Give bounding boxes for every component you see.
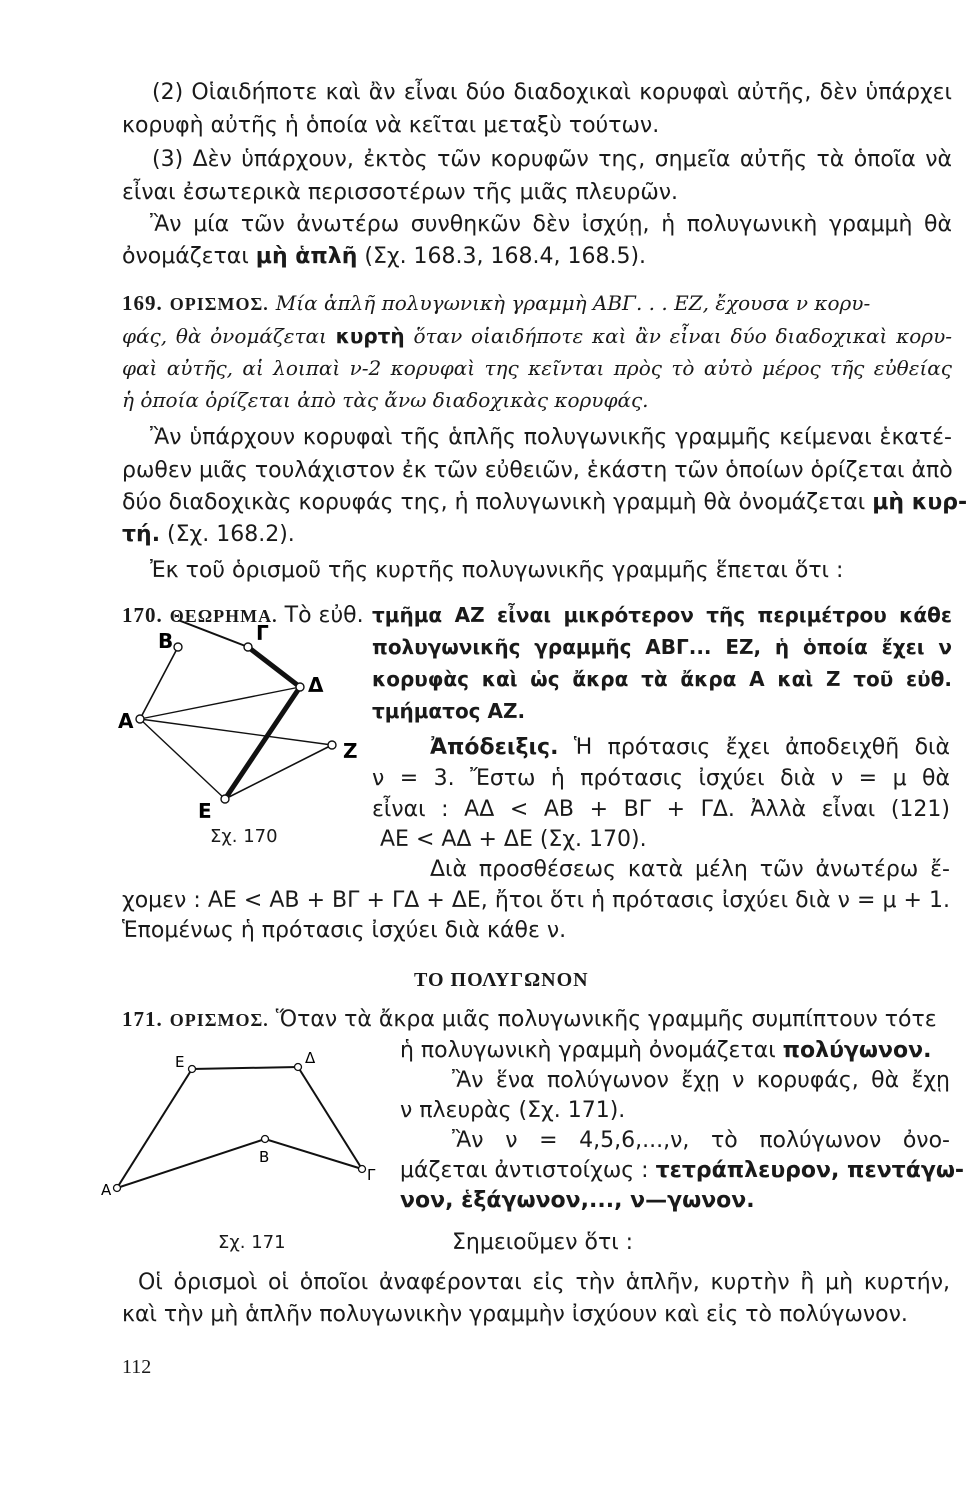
- para2-line2: ρωθεν μιᾶς τουλάχιστον ἐκ τῶν εὐθειῶν, ἑκάστη τῶν ὁποίων ὁρίζεται ἀπὸ: [122, 458, 953, 483]
- proof170-line1: Ἀπόδειξις. Ἡ πρότασις ἔχει ἀποδειχθῆ διὰ: [430, 735, 950, 760]
- theorem170-line1: 170. ΘΕΩΡΗΜΑ. Τὸ εὐθ.: [122, 603, 364, 628]
- figure-170: [110, 620, 380, 850]
- proof170-line4: ΑΕ < ΑΔ + ΔΕ (Σχ. 170).: [380, 827, 647, 852]
- def169-label: ΟΡΙΣΜΟΣ.: [169, 294, 269, 314]
- vertex-D: [296, 683, 304, 691]
- label-A: Α: [118, 709, 134, 733]
- fig170-caption: Σχ. 170: [210, 826, 278, 847]
- def171-number: 171.: [122, 1007, 163, 1031]
- para2-line3: δύο διαδοχικὰς κορυφάς της, ἡ πολυγωνικὴ γραμμὴ θὰ ὀνομάζεται μὴ κυρ-: [122, 490, 968, 515]
- label-G-171: Γ: [367, 1166, 376, 1184]
- label-D-171: Δ: [305, 1049, 316, 1067]
- fig171-caption: Σχ. 171: [218, 1232, 286, 1253]
- proof170-line5: Διὰ προσθέσεως κατὰ μέλη τῶν ἀνωτέρω ἔ-: [430, 857, 950, 882]
- closing-line1: Οἱ ὁρισμοὶ οἱ ὁποῖοι ἀναφέρονται εἰς τὴν ἁπλῆν, κυρτὴν ἢ μὴ κυρτήν,: [138, 1270, 950, 1295]
- def171-label: ΟΡΙΣΜΟΣ.: [169, 1010, 269, 1030]
- theorem170-text-1: τμῆμα ΑΖ εἶναι μικρότερον τῆς περιμέτρου κάθε: [372, 603, 952, 627]
- def169-line3: φαὶ αὐτῆς, αἱ λοιπαὶ ν-2 κορυφαὶ της κεῖνται πρὸς τὸ αὐτὸ μέρος τῆς εὐθείας: [122, 356, 952, 380]
- label-E-171: Ε: [175, 1053, 185, 1071]
- vertex-B-171: [262, 1136, 269, 1143]
- theorem170-text-3: κορυφὰς καὶ ὡς ἄκρα τὰ ἄκρα Α καὶ Ζ τοῦ εὐθ.: [372, 667, 952, 691]
- vertex-E: [221, 795, 229, 803]
- theorem170-label: ΘΕΩΡΗΜΑ.: [169, 606, 278, 626]
- vertex-B: [174, 643, 182, 651]
- theorem170-text-2: πολυγωνικῆς γραμμῆς ΑΒΓ... ΕΖ, ἡ ὁποία ἔχει ν: [372, 635, 952, 659]
- para1-line4: εἶναι ἐσωτερικὰ περισσοτέρων τῆς μιᾶς πλευρῶν.: [122, 180, 679, 205]
- label-D: Δ: [308, 673, 324, 697]
- proof170-line7: Ἑπομένως ἡ πρότασις ἰσχύει διὰ κάθε ν.: [122, 918, 567, 943]
- def171-line1: 171. ΟΡΙΣΜΟΣ. Ὅταν τὰ ἄκρα μιᾶς πολυγωνικῆς γραμμῆς συμπίπτουν τότε: [122, 1007, 937, 1032]
- vertex-Z: [328, 741, 336, 749]
- para2-line4: τή. (Σχ. 168.2).: [122, 522, 295, 547]
- section-title: ΤΟ ΠΟΛΥΓΩΝΟΝ: [414, 969, 589, 991]
- def171-line8: Σημειοῦμεν ὅτι :: [452, 1230, 634, 1255]
- def171-line4: ν πλευρὰς (Σχ. 171).: [400, 1098, 626, 1123]
- vertex-A: [136, 715, 144, 723]
- label-A-171: Α: [101, 1181, 112, 1199]
- theorem170-number: 170.: [122, 603, 163, 627]
- vertex-E-171: [189, 1066, 196, 1073]
- para1-line2: κορυφὴ αὐτῆς ἡ ὁποία νὰ κεῖται μεταξὺ τούτων.: [122, 113, 660, 138]
- closing-line2: καὶ τὴν μὴ ἁπλῆν πολυγωνικὴν γραμμὴν ἰσχύουν καὶ εἰς τὸ πολύγωνον.: [122, 1302, 908, 1327]
- def171-line3: Ἂν ἕνα πολύγωνον ἔχῃ ν κορυφάς, θὰ ἔχῃ: [452, 1068, 950, 1093]
- para1-line6: ὀνομάζεται μὴ ἁπλῆ (Σχ. 168.3, 168.4, 168.5).: [122, 244, 647, 269]
- def171-line2: ἡ πολυγωνικὴ γραμμὴ ὀνομάζεται πολύγωνον.: [400, 1038, 932, 1063]
- vertex-A-171: [114, 1185, 121, 1192]
- para2-line5: Ἐκ τοῦ ὁρισμοῦ τῆς κυρτῆς πολυγωνικῆς γραμμῆς ἕπεται ὅτι :: [150, 558, 844, 583]
- proof170-line2: ν = 3. Ἔστω ἡ πρότασις ἰσχύει διὰ ν = μ θὰ: [372, 766, 950, 791]
- figure-171: [95, 1045, 395, 1205]
- def171-line6: μάζεται ἀντιστοίχως : τετράπλευρον, πεντάγω-: [400, 1158, 965, 1183]
- para1-line5: Ἂν μία τῶν ἀνωτέρω συνθηκῶν δὲν ἰσχύῃ, ἡ πολυγωνικὴ γραμμὴ θὰ: [150, 212, 952, 237]
- def169-line1: 169. ΟΡΙΣΜΟΣ. Μία ἁπλῆ πολυγωνικὴ γραμμὴ ΑΒΓ. . . ΕΖ, ἔχουσα ν κορυ-: [122, 291, 871, 315]
- vertex-G: [244, 643, 252, 651]
- vertex-D-171: [295, 1064, 302, 1071]
- def169-line4: ἡ ὁποία ὁρίζεται ἀπὸ τὰς ἄνω διαδοχικὰς κορυφάς.: [122, 388, 649, 412]
- def169-line2: φάς, θὰ ὀνομάζεται κυρτὴ ὅταν οἱαιδήποτε καὶ ἂν εἶναι δύο διαδοχικαὶ κορυ-: [122, 324, 952, 348]
- label-B-171: Β: [259, 1148, 270, 1166]
- para2-line1: Ἂν ὑπάρχουν κορυφαὶ τῆς ἁπλῆς πολυγωνικῆς γραμμῆς κείμεναι ἑκατέ-: [150, 425, 952, 450]
- label-Z: Ζ: [343, 739, 358, 763]
- vertex-G-171: [359, 1166, 366, 1173]
- def169-number: 169.: [122, 291, 163, 315]
- para1-line1: (2) Οἱαιδήποτε καὶ ἂν εἶναι δύο διαδοχικαὶ κορυφαὶ αὐτῆς, δὲν ὑπάρχει: [152, 80, 952, 105]
- para1-line3: (3) Δὲν ὑπάρχουν, ἐκτὸς τῶν κορυφῶν της, σημεῖα αὐτῆς τὰ ὁποῖα νὰ: [152, 147, 952, 172]
- proof170-line6: χομεν : ΑΕ < ΑΒ + ΒΓ + ΓΔ + ΔΕ, ἤτοι ὅτι ἡ πρότασις ἰσχύει διὰ ν = μ + 1.: [122, 888, 950, 913]
- proof170-line3: εἶναι : ΑΔ < ΑΒ + ΒΓ + ΓΔ. Ἀλλὰ εἶναι (121): [372, 797, 950, 822]
- def171-line5: Ἂν ν = 4,5,6,...,ν, τὸ πολύγωνον ὀνο-: [452, 1128, 950, 1153]
- label-B: Β: [158, 629, 174, 653]
- label-G: Γ: [256, 621, 269, 645]
- def171-line7: νον, ἑξάγωνον,..., ν—γωνον.: [400, 1188, 755, 1213]
- page-number: 112: [122, 1356, 152, 1378]
- theorem170-text-4: τμήματος ΑΖ.: [372, 699, 526, 723]
- label-E: Ε: [198, 799, 212, 823]
